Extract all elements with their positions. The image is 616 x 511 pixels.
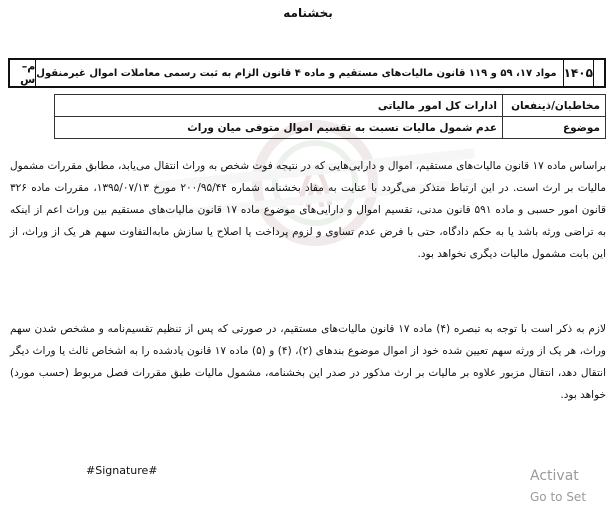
signature-placeholder: #Signature#: [86, 464, 158, 477]
subject-label: موضوع: [503, 117, 606, 139]
page-title: بخشنامه: [283, 6, 333, 20]
activation-line-2: Go to Set: [530, 490, 587, 504]
metadata-table: [54, 94, 606, 139]
audience-label: مخاطبان/ذینفعان: [503, 95, 606, 117]
subject-value: عدم شمول مالیات نسبت به تقسیم اموال متوفی میان وراث: [55, 117, 503, 139]
circular-legal-articles: مواد ۱۷، ۵۹ و ۱۱۹ قانون مالیات‌های مستقیم و ماده ۴ قانون الزام به ثبت رسمی معاملات اموال غیرمنقول: [35, 60, 562, 86]
header-empty-cell: [593, 60, 604, 86]
circular-header: [8, 58, 606, 88]
activation-line-1: Activat: [530, 468, 579, 484]
body-paragraph-1: براساس ماده ۱۷ قانون مالیات‌های مستقیم، اموال و دارایی‌هایی که در نتیجه فوت شخص به وراث انتقال می‌یابد، مطابق مقررات مشمول مالیات بر ارث است. در این ارتباط متذکر می‌گردد با عنایت به مفاد بخشنامه شماره ۲۰۰/۹۵/۴۴ مورخ ۱۳۹۵/۰۷/۱۳، مقررات ماده ۳۲۶ قانون امور حسبی و ماده ۵۹۱ قانون مدنی، تقسیم اموال و دارایی‌های موضوع ماده ۱۷ قانون مالیات‌های مستقیم بین وراث اعم از اینکه به تراضی ورثه باشد یا به حکم دادگاه، حتی با فرض عدم تساوی و لزوم پرداخت یا اصلاح یا سازش مابه‌التفاوت سهم هر یک از وراث، از این بابت مشمول مالیات دیگری نخواهد بود.: [10, 160, 607, 260]
body-paragraph-2: لازم به ذکر است با توجه به تبصره (۴) ماده ۱۷ قانون مالیات‌های مستقیم، در صورتی که پس از تنظیم تقسیم‌نامه و مشخص شدن سهم وراث، هر یک از ورثه سهم تعیین شده خود از اموال موضوع بندهای (۲)، (۴) و (۵) ماده ۱۷ قانون یادشده را به اشخاص ثالث یا وراث دیگر انتقال دهد، انتقال مزبور علاوه بر مالیات بر ارث مذکور در صدر این بخشنامه، مشمول مالیات طبق مقررات فصل مربوط (حسب مورد) خواهد بود.: [10, 323, 606, 401]
circular-code: م–س: [20, 60, 36, 86]
activation-watermark: [530, 466, 586, 508]
circular-number: ۱۴۰۵: [563, 60, 593, 86]
audience-row: [55, 95, 606, 117]
audience-value: ادارات کل امور مالیاتی: [55, 95, 503, 117]
subject-row: [55, 117, 606, 139]
